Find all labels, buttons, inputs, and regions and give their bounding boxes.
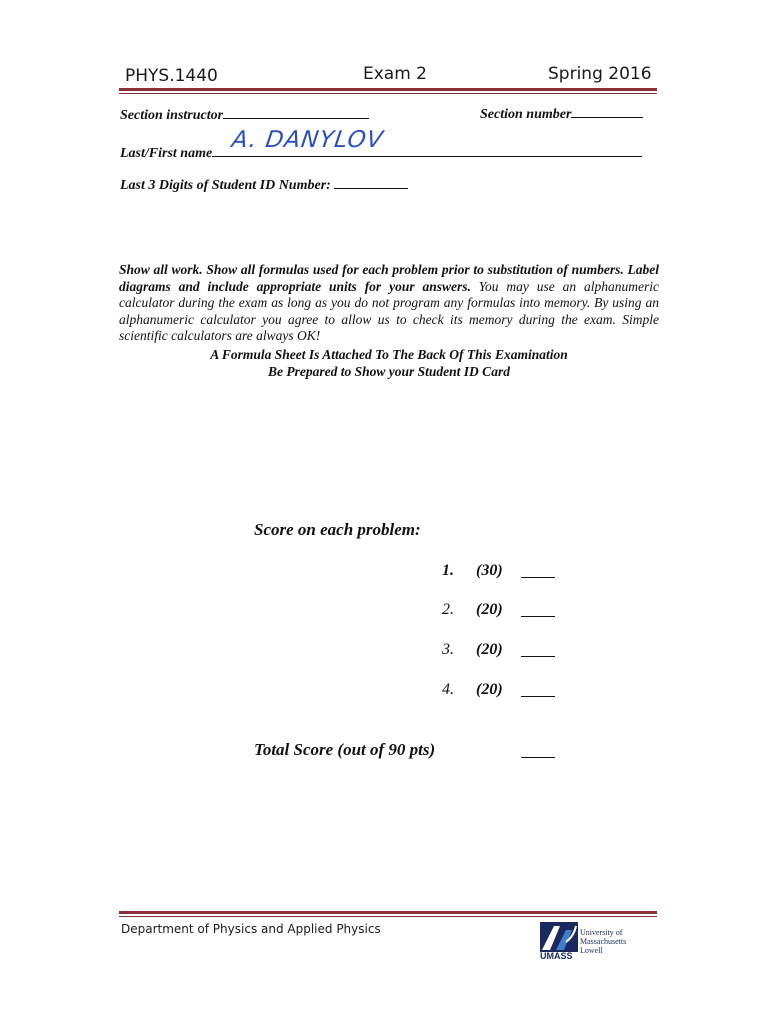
student-id-line[interactable] — [334, 188, 408, 189]
problem-number: 1. — [442, 562, 454, 579]
formula-sheet-note: A Formula Sheet Is Attached To The Back Of This Examination — [210, 347, 568, 362]
umass-logo-icon — [540, 922, 578, 952]
footer-rule — [119, 911, 657, 914]
total-score-label: Total Score (out of 90 pts) — [254, 740, 436, 759]
logo-line-1: University of — [580, 928, 623, 937]
section-instructor-line[interactable] — [223, 118, 369, 119]
exam-term: Spring 2016 — [548, 64, 652, 84]
problem-score-blank[interactable] — [521, 696, 555, 697]
logo-line-3: Lowell — [580, 946, 603, 955]
problem-points: (30) — [476, 562, 503, 579]
id-card-note: Be Prepared to Show your Student ID Card — [268, 364, 510, 379]
instructions-lead: Show all work. Show all formulas used for each problem prior to substitution of numbers. Label diagrams and include appropriate units for your answers. — [119, 262, 659, 294]
section-number-field — [480, 107, 643, 123]
footer-rule-thin — [119, 916, 657, 917]
course-code: PHYS.1440 — [125, 66, 218, 86]
problem-points: (20) — [476, 601, 503, 618]
section-instructor-field — [120, 108, 369, 124]
problem-score-blank[interactable] — [521, 616, 555, 617]
header-rule — [119, 88, 657, 91]
student-id-label: Last 3 Digits of Student ID Number: — [120, 178, 331, 193]
total-score-blank[interactable] — [521, 757, 555, 758]
student-id-field — [120, 178, 408, 194]
umass-lowell-logo — [540, 922, 650, 964]
header-rule-thin — [119, 93, 657, 94]
section-number-line[interactable] — [571, 117, 643, 118]
problem-number: 2. — [442, 601, 454, 618]
problem-number: 3. — [442, 641, 454, 658]
problem-points: (20) — [476, 641, 503, 658]
logo-line-2: Massachusetts — [580, 937, 627, 946]
department-name: Department of Physics and Applied Physics — [121, 922, 381, 936]
instructions-body: You may use an alphanumeric calculator during the exam as long as you do not program any formulas into memory. By using an alphanumeric calculator you agree to allow us to check its memory during the exam. Simple scientific calculators are always OK! — [119, 278, 660, 343]
problem-score-blank[interactable] — [521, 656, 555, 657]
score-title: Score on each problem: — [254, 520, 421, 539]
name-label: Last/First name — [120, 146, 213, 161]
section-instructor-label: Section instructor — [120, 108, 224, 123]
problem-score-blank[interactable] — [521, 577, 555, 578]
name-line[interactable] — [212, 156, 642, 157]
exam-title: Exam 2 — [363, 64, 427, 84]
section-number-label: Section number — [480, 107, 572, 122]
logo-wordmark: UMASS — [540, 951, 573, 961]
problem-points: (20) — [476, 681, 503, 698]
handwritten-name: A. DANYLOV — [230, 127, 386, 153]
problem-number: 4. — [442, 681, 454, 698]
instructions-block — [119, 262, 659, 345]
